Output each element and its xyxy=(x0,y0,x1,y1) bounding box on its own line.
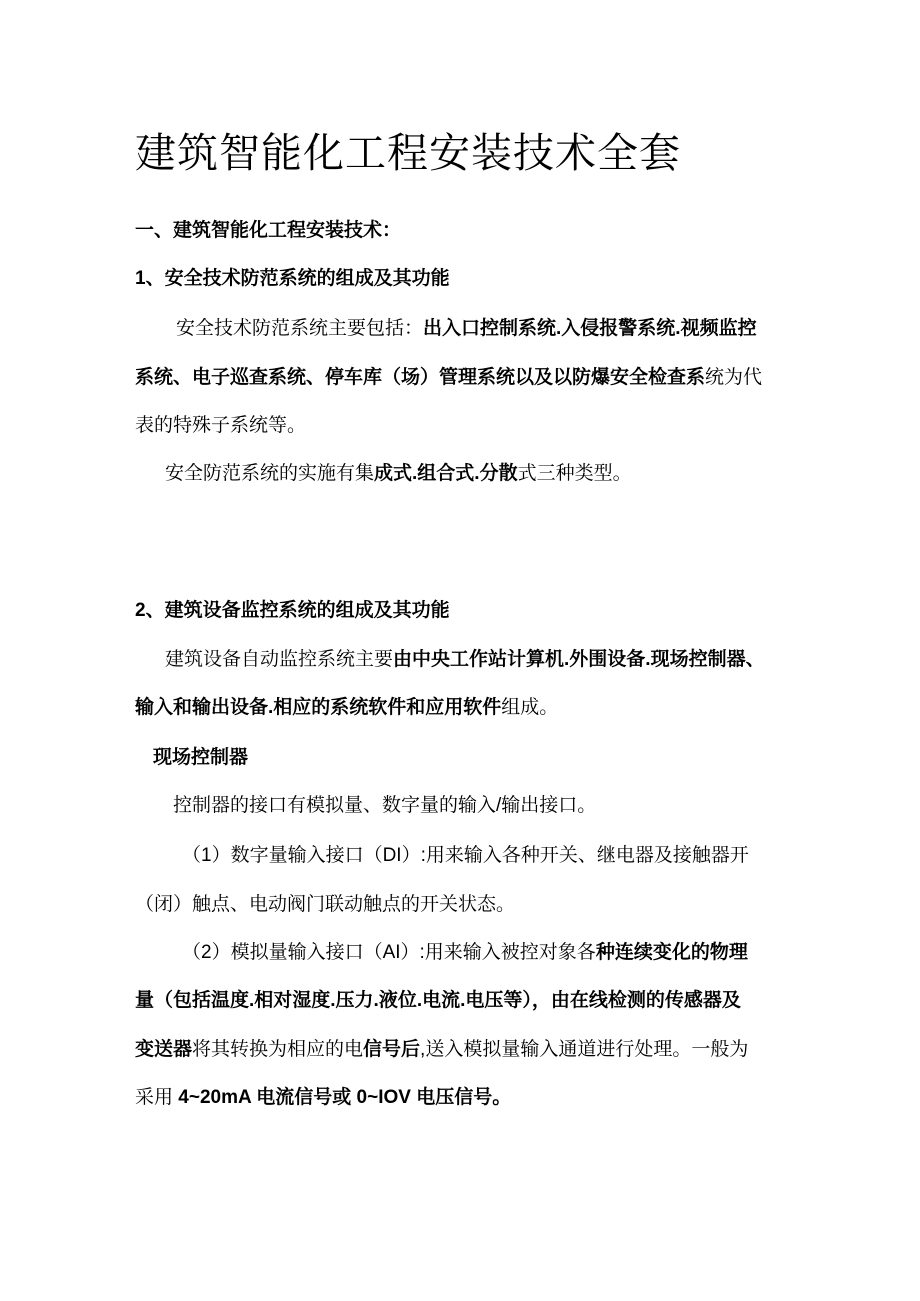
text-run: 建筑设备自动监控系统主要 xyxy=(165,649,394,670)
text-run-bold: 信号后 xyxy=(363,1039,421,1060)
subsection-heading: 2、建筑设备监控系统的组成及其功能 xyxy=(135,600,450,621)
paragraph-line xyxy=(165,461,632,487)
list-item-line: （闭）触点、电动阀门联动触点的开关状态。 xyxy=(135,894,516,915)
text-run: 安全技术防范系统主要包括： xyxy=(176,318,424,339)
section-heading: 一、建筑智能化工程安装技术： xyxy=(135,220,402,241)
text-run-bold: 出入口控制系统.入侵报警系统.视频监控 xyxy=(423,318,757,339)
subsection-heading: 1、安全技术防范系统的组成及其功能 xyxy=(135,268,450,289)
text-run: 组成。 xyxy=(501,697,559,718)
text-run-bold: 由中央工作站计算机.外围设备.现场控制器、 xyxy=(393,649,765,670)
text-run-bold: 系统、电子巡查系统、停车库（场）管理系统以及以防爆安全检查系 xyxy=(135,367,706,388)
text-run-bold: 成式.组合式.分散 xyxy=(374,463,518,484)
text-run-bold: 输入和输出设备.相应的系统软件和应用软件 xyxy=(135,697,502,718)
minor-heading: 现场控制器 xyxy=(153,747,249,768)
text-run: ,送入模拟量输入通道进行处理。一般为 xyxy=(420,1039,749,1060)
text-run: （2）模拟量输入接口（AI）:用来输入被控对象各 xyxy=(182,942,596,963)
text-run-bold: 变送器 xyxy=(135,1039,193,1060)
document-title: 建筑智能化工程安装技术全套 xyxy=(135,129,681,177)
text-run: 式三种类型。 xyxy=(517,463,632,484)
paragraph-line: 控制器的接口有模拟量、数字量的输入/输出接口。 xyxy=(173,795,597,816)
list-item-line xyxy=(182,940,748,966)
paragraph-line xyxy=(165,647,765,673)
list-item-line: （1）数字量输入接口（DI）:用来输入各种开关、继电器及接触器开 xyxy=(182,845,749,866)
list-item-line xyxy=(135,1085,511,1111)
text-run: 安全防范系统的实施有集 xyxy=(165,463,375,484)
text-run: 将其转换为相应的电 xyxy=(192,1039,364,1060)
list-item-line xyxy=(135,1037,748,1063)
text-run-bold: 4~20mA 电流信号或 0~IOV 电压信号。 xyxy=(178,1087,512,1108)
paragraph-line xyxy=(176,316,757,342)
list-item-line: 量（包括温度.相对湿度.压力.液位.电流.电压等），由在线检测的传感器及 xyxy=(135,990,741,1011)
paragraph-line: 表的特殊子系统等。 xyxy=(135,415,307,436)
paragraph-line xyxy=(135,695,558,721)
text-run: 采用 xyxy=(135,1087,179,1108)
text-run-bold: 种连续变化的物理 xyxy=(595,942,748,963)
paragraph-line xyxy=(135,365,762,391)
text-run: 统为代 xyxy=(705,367,763,388)
